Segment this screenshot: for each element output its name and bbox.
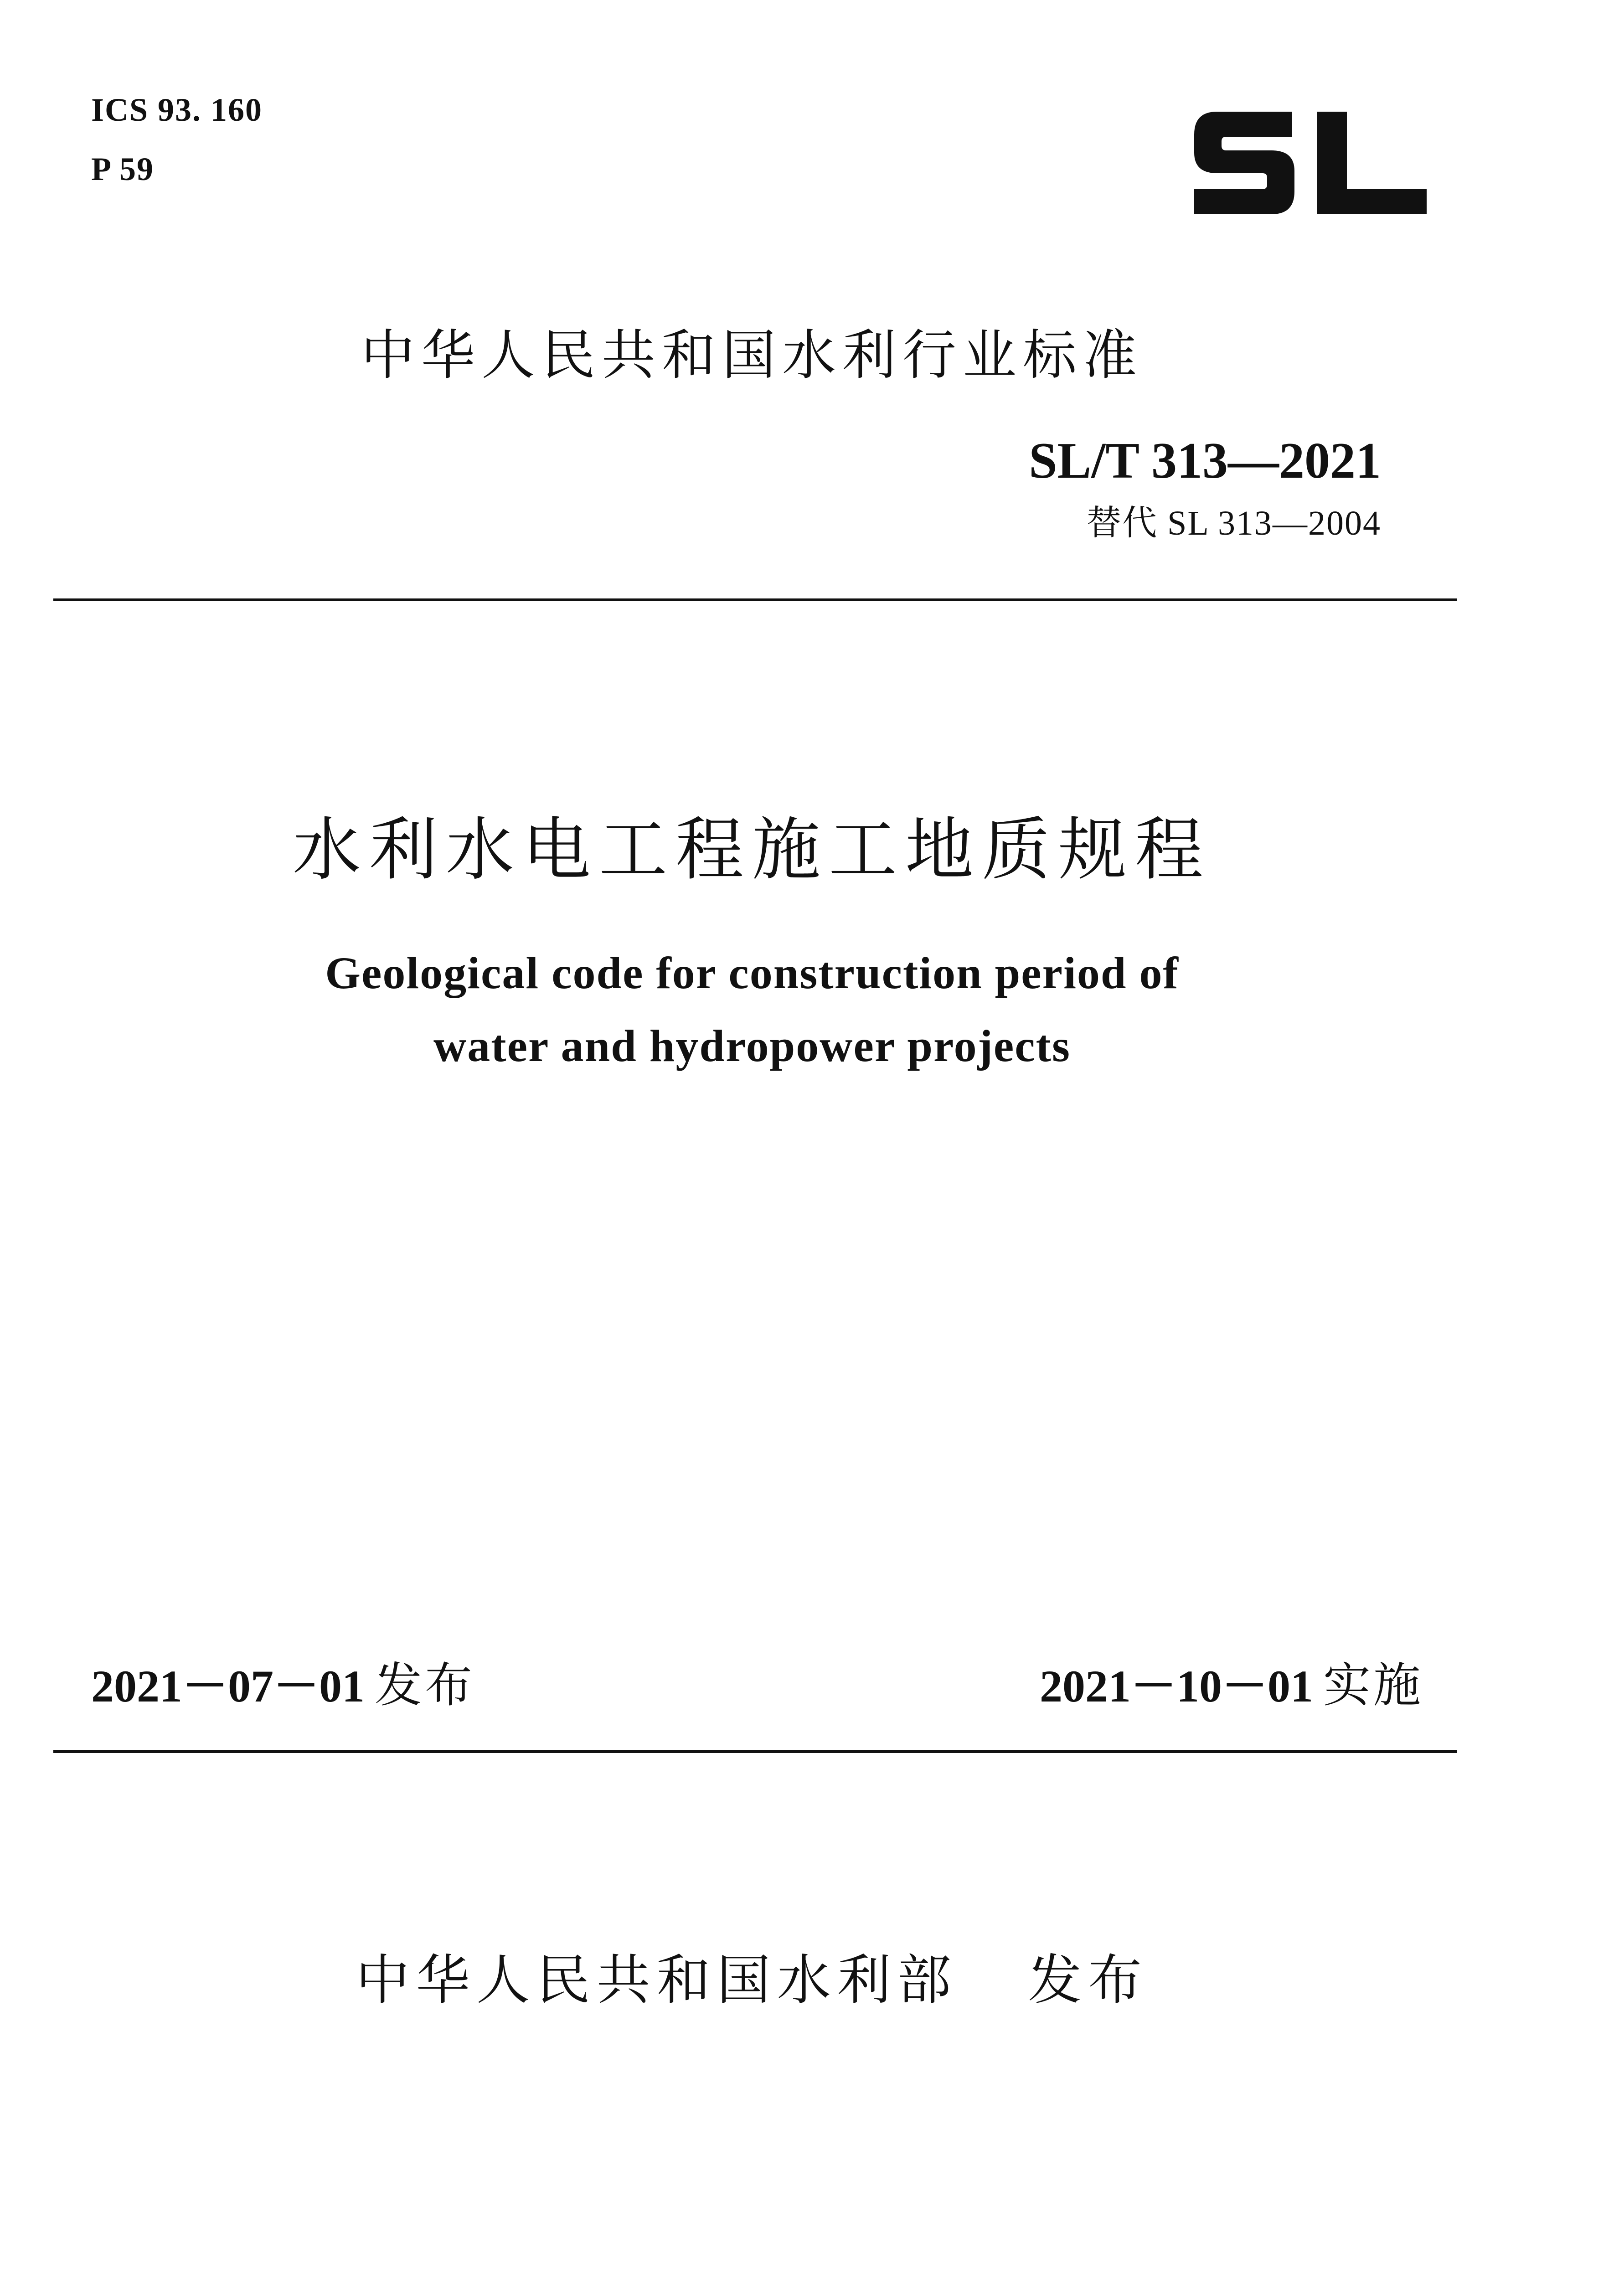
implement-date: 2021－10－01 (1039, 1661, 1313, 1712)
standard-code: SL/T 313—2021 (1029, 433, 1381, 489)
title-english-line2: water and hydropower projects (433, 1021, 1071, 1071)
ics-code: ICS 93. 160 (91, 92, 263, 128)
title-chinese: 水利水电工程施工地质规程 (292, 810, 1212, 890)
implement-label: 实施 (1323, 1657, 1423, 1713)
implement-date-block (1039, 1657, 1423, 1713)
issue-date-block (91, 1657, 475, 1713)
issue-label: 发布 (375, 1657, 475, 1713)
sl-logo (1185, 93, 1431, 230)
ccs-code: P 59 (91, 151, 155, 187)
replaces-standard: 替代 SL 313—2004 (1087, 504, 1381, 542)
sl-logo-graphic (1185, 93, 1431, 230)
title-english-line1: Geological code for construction period of (325, 948, 1179, 998)
top-divider (53, 598, 1457, 601)
bottom-divider (53, 1750, 1457, 1753)
standard-category: 中华人民共和国水利行业标准 (361, 324, 1143, 387)
publisher-line: 中华人民共和国水利部 发布 (356, 1949, 1149, 2011)
issue-date: 2021－07－01 (91, 1661, 365, 1712)
